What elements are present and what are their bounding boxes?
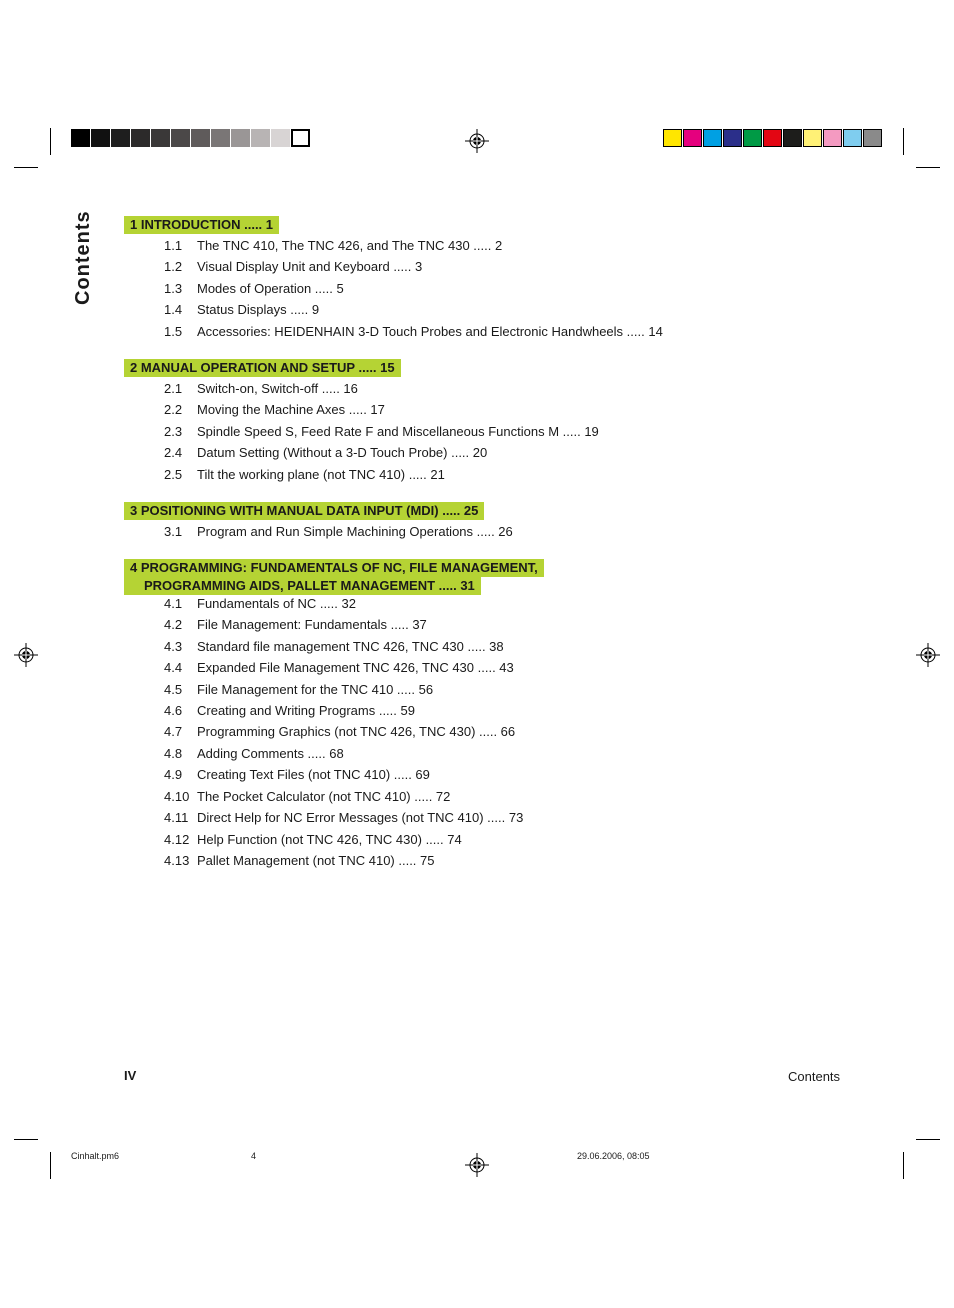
color-swatch: [863, 129, 882, 147]
toc-entry[interactable]: 4.2 File Management: Fundamentals ..... 37: [164, 617, 427, 632]
crop-mark: [903, 1152, 904, 1179]
toc-entry[interactable]: 4.6 Creating and Writing Programs ..... 59: [164, 703, 415, 718]
toc-entry[interactable]: 4.5 File Management for the TNC 410 ..... 56: [164, 682, 434, 697]
crop-mark: [14, 1139, 38, 1140]
gray-swatch: [271, 129, 290, 147]
chapter-heading[interactable]: 4 PROGRAMMING: FUNDAMENTALS OF NC, FILE MANAGEMENT,: [124, 559, 544, 577]
color-swatch: [723, 129, 742, 147]
toc-entry[interactable]: 2.5 Tilt the working plane (not TNC 410) ..... 21: [164, 467, 445, 482]
color-swatch: [703, 129, 722, 147]
crop-mark: [903, 128, 904, 155]
gray-swatch: [151, 129, 170, 147]
gray-swatch: [71, 129, 90, 147]
toc-entry[interactable]: 4.13 Pallet Management (not TNC 410) ..... 75: [164, 853, 435, 868]
registration-mark-icon: [916, 643, 940, 667]
registration-mark-icon: [465, 129, 489, 153]
color-swatch: [843, 129, 862, 147]
chapter-heading[interactable]: 3 POSITIONING WITH MANUAL DATA INPUT (MDI) ..... 25: [124, 502, 484, 520]
toc-entry[interactable]: 4.8 Adding Comments ..... 68: [164, 746, 344, 761]
registration-mark-icon: [14, 643, 38, 667]
toc-entry[interactable]: 2.3 Spindle Speed S, Feed Rate F and Miscellaneous Functions M ..... 19: [164, 424, 599, 439]
toc-entry[interactable]: 2.4 Datum Setting (Without a 3-D Touch Probe) ..... 20: [164, 445, 488, 460]
toc-entry[interactable]: 4.7 Programming Graphics (not TNC 426, TNC 430) ..... 66: [164, 724, 516, 739]
gray-swatch: [111, 129, 130, 147]
toc-entry[interactable]: 4.1 Fundamentals of NC ..... 32: [164, 596, 356, 611]
toc-entry[interactable]: 1.2 Visual Display Unit and Keyboard ..... 3: [164, 259, 423, 274]
color-swatch: [823, 129, 842, 147]
toc-entry[interactable]: 4.3 Standard file management TNC 426, TNC 430 ..... 38: [164, 639, 504, 654]
crop-mark: [916, 167, 940, 168]
crop-mark: [50, 128, 51, 155]
color-swatch: [763, 129, 782, 147]
gray-swatch: [211, 129, 230, 147]
toc-entry[interactable]: 2.2 Moving the Machine Axes ..... 17: [164, 402, 385, 417]
crop-mark: [14, 167, 38, 168]
gray-swatch: [191, 129, 210, 147]
crop-mark: [50, 1152, 51, 1179]
toc-entry[interactable]: 4.12 Help Function (not TNC 426, TNC 430) ..... 74: [164, 832, 462, 847]
slug-page: 4: [251, 1151, 257, 1161]
gray-swatch: [231, 129, 250, 147]
gray-swatch: [91, 129, 110, 147]
toc-entry[interactable]: 4.4 Expanded File Management TNC 426, TNC 430 ..... 43: [164, 660, 514, 675]
toc-entry[interactable]: 4.9 Creating Text Files (not TNC 410) ..... 69: [164, 767, 430, 782]
toc-entry[interactable]: 3.1 Program and Run Simple Machining Operations ..... 26: [164, 524, 513, 539]
gray-swatch: [131, 129, 150, 147]
side-title: Contents: [72, 210, 94, 305]
gray-swatch: [251, 129, 270, 147]
chapter-heading[interactable]: 2 MANUAL OPERATION AND SETUP ..... 15: [124, 359, 401, 377]
gray-swatch: [171, 129, 190, 147]
registration-mark-icon: [465, 1153, 489, 1177]
slug-timestamp: 29.06.2006, 08:05: [577, 1151, 650, 1161]
toc-entry[interactable]: 4.10 The Pocket Calculator (not TNC 410) ..... 72: [164, 789, 451, 804]
toc-entry[interactable]: 1.3 Modes of Operation ..... 5: [164, 281, 344, 296]
footer-section: Contents: [788, 1069, 841, 1084]
crop-mark: [916, 1139, 940, 1140]
page-number: IV: [124, 1068, 137, 1083]
color-swatch: [683, 129, 702, 147]
gray-swatch: [291, 129, 310, 147]
toc-entry[interactable]: 4.11 Direct Help for NC Error Messages (not TNC 410) ..... 73: [164, 810, 524, 825]
toc-entry[interactable]: 1.5 Accessories: HEIDENHAIN 3-D Touch Probes and Electronic Handwheels ..... 14: [164, 324, 663, 339]
color-swatch: [803, 129, 822, 147]
toc-entry[interactable]: 1.1 The TNC 410, The TNC 426, and The TNC 430 ..... 2: [164, 238, 503, 253]
toc-entry[interactable]: 1.4 Status Displays ..... 9: [164, 302, 320, 317]
slug-filename: Cinhalt.pm6: [71, 1151, 120, 1161]
color-swatch: [663, 129, 682, 147]
chapter-heading[interactable]: 1 INTRODUCTION ..... 1: [124, 216, 279, 234]
toc-entry[interactable]: 2.1 Switch-on, Switch-off ..... 16: [164, 381, 358, 396]
color-swatch: [783, 129, 802, 147]
color-swatch: [743, 129, 762, 147]
chapter-heading-continued[interactable]: PROGRAMMING AIDS, PALLET MANAGEMENT ..... 31: [124, 577, 481, 595]
